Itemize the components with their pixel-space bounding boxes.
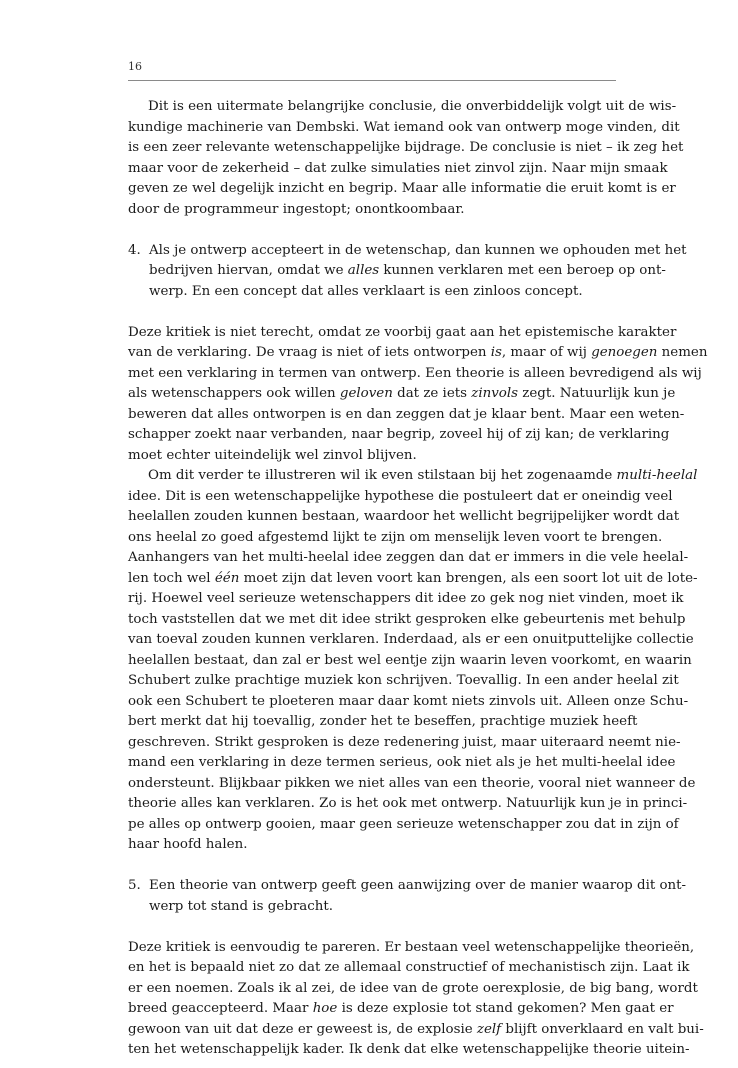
text-line: werp. En een concept dat alles verklaart is een zinloos concept. — [149, 283, 583, 299]
text-line: moet echter uiteindelijk wel zinvol blijven. — [128, 447, 417, 463]
emphasis: zelf — [476, 1021, 502, 1037]
text-line: rij. Hoewel veel serieuze wetenschappers dit idee zo gek nog niet vinden, moet ik — [128, 591, 684, 606]
text-line: breed geaccepteerd. Maar hoe is deze explosie tot stand gekomen? Men gaat er — [128, 1001, 674, 1016]
text-line: geschreven. Strikt gesproken is deze redenering juist, maar uiteraard neemt nie- — [128, 734, 681, 750]
emphasis: zinvols — [471, 386, 519, 401]
text-line: Schubert zulke prachtige muziek kon schrijven. Toevallig. In een ander heelal zit — [128, 673, 679, 688]
list-item-4 — [128, 241, 687, 303]
text-line: theorie alles kan verklaren. Zo is het ook met ontwerp. Natuurlijk kun je in princi- — [128, 796, 688, 811]
list-item-5 — [128, 876, 687, 917]
text-line: pe alles op ontwerp gooien, maar geen serieuze wetenschapper zou dat in zijn of — [128, 816, 679, 832]
page-body — [128, 97, 708, 1061]
text-line: Dit is een uitermate belangrijke conclusie, die onverbiddelijk volgt uit de wis- — [148, 99, 677, 114]
text-line: heelallen bestaat, dan zal er best wel eentje zijn waarin leven voorkomt, en waarin — [128, 652, 692, 668]
text-line: van de verklaring. De vraag is niet of iets ontworpen is, maar of wij genoegen nemen — [128, 345, 708, 360]
list-number: 4. — [128, 242, 141, 258]
text-line: 5. Een theorie van ontwerp geeft geen aanwijzing over de manier waarop dit ont- — [128, 876, 616, 897]
text-line: Aanhangers van het multi-heelal idee zeggen dan dat er immers in die vele heelal- — [128, 550, 689, 565]
text-line: toch vaststellen dat we met dit idee strikt gesproken elke gebeurtenis met behulp — [128, 611, 686, 627]
page-number: 16 — [128, 60, 142, 73]
text-line: als wetenschappers ook willen geloven dat ze iets zinvols zegt. Natuurlijk kun je — [128, 386, 676, 401]
text-line: met een verklaring in termen van ontwerp. Een theorie is alleen bevredigend als wij — [128, 365, 702, 381]
text-line: maar voor de zekerheid – dat zulke simulaties niet zinvol zijn. Naar mijn smaak — [128, 160, 668, 176]
header-rule — [128, 80, 616, 81]
paragraph-conclusion — [128, 97, 684, 220]
text-line: Deze kritiek is niet terecht, omdat ze voorbij gaat aan het epistemische karakter — [128, 324, 677, 340]
text-line: bedrijven hiervan, omdat we alles kunnen verklaren met een beroep op ont- — [149, 263, 666, 278]
text-line: ondersteunt. Blijkbaar pikken we niet alles van een theorie, vooral niet wanneer de — [128, 775, 696, 791]
text-line: ons heelal zo goed afgestemd lijkt te zijn om menselijk leven voort te brengen. — [128, 529, 663, 545]
text-line: door de programmeur ingestopt; onontkoombaar. — [128, 201, 465, 217]
text-line: schapper zoekt naar verbanden, naar begrip, zoveel hij of zij kan; de verklaring — [128, 427, 670, 442]
text-line: idee. Dit is een wetenschappelijke hypothese die postuleert dat er oneindig veel — [128, 488, 673, 504]
emphasis: hoe — [312, 1001, 338, 1016]
text-line: gewoon van uit dat deze er geweest is, de explosie zelf blijft onverklaard en valt bui- — [128, 1021, 704, 1037]
text-line: heelallen zouden kunnen bestaan, waardoor het wellicht begrijpelijker wordt dat — [128, 509, 680, 524]
emphasis: alles — [347, 263, 380, 278]
paragraph-critique-5 — [128, 938, 704, 1061]
emphasis: geloven — [339, 386, 393, 401]
text-line: Deze kritiek is eenvoudig te pareren. Er bestaan veel wetenschappelijke theorieën, — [128, 939, 695, 955]
text-line: en het is bepaald niet zo dat ze allemaal constructief of mechanistisch zijn. Laat ik — [128, 960, 690, 975]
text-line: geven ze wel degelijk inzicht en begrip. Maar alle informatie die eruit komt is er — [128, 181, 676, 196]
emphasis: is — [490, 345, 502, 360]
text-line: 4. Als je ontwerp accepteert in de wetenschap, dan kunnen we ophouden met het — [128, 241, 616, 262]
text-line: mand een verklaring in deze termen serieus, ook niet als je het multi-heelal idee — [128, 755, 676, 770]
text-line: len toch wel één moet zijn dat leven voort kan brengen, als een soort lot uit de lote- — [128, 570, 698, 586]
text-line: is een zeer relevante wetenschappelijke bijdrage. De conclusie is niet – ik zeg het — [128, 140, 684, 155]
list-number: 5. — [128, 878, 141, 893]
text-line: werp tot stand is gebracht. — [149, 898, 334, 914]
text-line: bert merkt dat hij toevallig, zonder het te beseffen, prachtige muziek heeft — [128, 714, 638, 729]
text-line: Om dit verder te illustreren wil ik even stilstaan bij het zogenaamde multi-heelal — [148, 468, 698, 483]
paragraph-multiverse — [128, 466, 698, 856]
paragraph-critique-4 — [128, 323, 708, 467]
text-line: kundige machinerie van Dembski. Wat iemand ook van ontwerp moge vinden, dit — [128, 119, 680, 135]
text-line: haar hoofd halen. — [128, 837, 248, 852]
text-line: er een noemen. Zoals ik al zei, de idee van de grote oerexplosie, de big bang, wordt — [128, 980, 698, 996]
text-line: beweren dat alles ontworpen is en dan zeggen dat je klaar bent. Maar een weten- — [128, 406, 685, 422]
emphasis: genoegen — [591, 345, 658, 360]
text-line: van toeval zouden kunnen verklaren. Inderdaad, als er een onuitputtelijke collectie — [128, 632, 694, 647]
emphasis: één — [214, 570, 240, 586]
emphasis: multi-heelal — [616, 468, 698, 483]
text-line: ten het wetenschappelijk kader. Ik denk dat elke wetenschappelijke theorie uitein- — [128, 1042, 690, 1057]
text-line: ook een Schubert te ploeteren maar daar komt niets zinvols uit. Alleen onze Schu- — [128, 693, 689, 709]
